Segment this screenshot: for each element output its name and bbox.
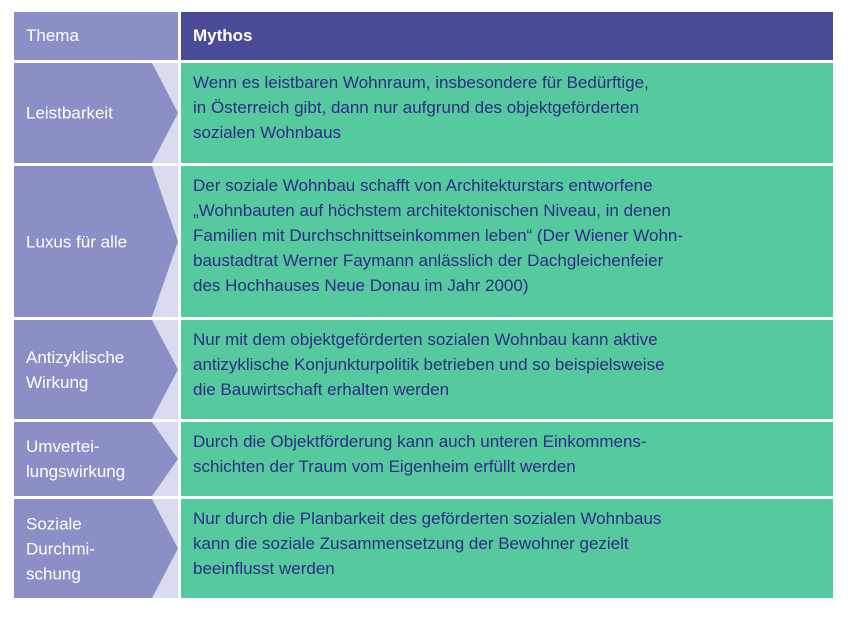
myth-cell	[181, 422, 833, 496]
myth-line: Der soziale Wohnbau schafft von Architekturstars entworfene	[193, 176, 653, 195]
myth-cell	[181, 166, 833, 317]
header-myth-label: Mythos	[193, 26, 253, 45]
myth-text	[193, 70, 819, 145]
myth-line: Nur durch die Planbarkeit des geförderten sozialen Wohnbaus	[193, 509, 662, 528]
topic-label: Umvertei- lungswirkung	[26, 437, 126, 481]
myth-text	[193, 506, 819, 581]
myth-line: in Österreich gibt, dann nur aufgrund des objektgeförderten	[193, 98, 640, 117]
myth-line: Familien mit Durchschnittseinkommen leben“ (Der Wiener Wohn-	[193, 226, 684, 245]
myth-line: baustadtrat Werner Faymann anlässlich der Dachgleichenfeier	[193, 251, 664, 270]
myth-line: antizyklische Konjunkturpolitik betrieben und so beispielsweise	[193, 355, 665, 374]
myth-cell	[181, 320, 833, 419]
myth-line: kann die soziale Zusammensetzung der Bewohner gezielt	[193, 534, 629, 553]
header-topic-label: Thema	[26, 26, 79, 45]
myth-line: des Hochhauses Neue Donau im Jahr 2000)	[193, 276, 529, 295]
topic-cell	[14, 320, 178, 419]
myth-line: beeinflusst werden	[193, 559, 335, 578]
myth-line: sozialen Wohnbaus	[193, 123, 342, 142]
topic-label: Soziale Durchmi- schung	[26, 514, 95, 583]
topic-cell	[14, 422, 178, 496]
myth-cell	[181, 63, 833, 163]
topic-cell	[14, 499, 178, 598]
topic-cell	[14, 166, 178, 317]
myth-text	[193, 327, 819, 402]
header-myth-cell	[181, 12, 833, 60]
myth-line: „Wohnbauten auf höchstem architektonischen Niveau, in denen	[193, 201, 671, 220]
myth-text	[193, 173, 819, 298]
topic-label: Luxus für alle	[26, 232, 128, 251]
myth-text	[193, 429, 819, 479]
myth-line: schichten der Traum vom Eigenheim erfüllt werden	[193, 457, 576, 476]
myth-line: Wenn es leistbaren Wohnraum, insbesondere für Bedürftige,	[193, 73, 649, 92]
myth-cell	[181, 499, 833, 598]
topic-label: Leistbarkeit	[26, 103, 113, 123]
myth-line: Durch die Objektförderung kann auch unteren Einkommens-	[193, 432, 647, 451]
header-topic-cell	[14, 12, 178, 60]
topic-label: Antizyklische Wirkung	[26, 347, 125, 392]
myth-line: die Bauwirtschaft erhalten werden	[193, 380, 450, 399]
myth-line: Nur mit dem objektgeförderten sozialen Wohnbau kann aktive	[193, 330, 658, 349]
topic-cell	[14, 63, 178, 163]
